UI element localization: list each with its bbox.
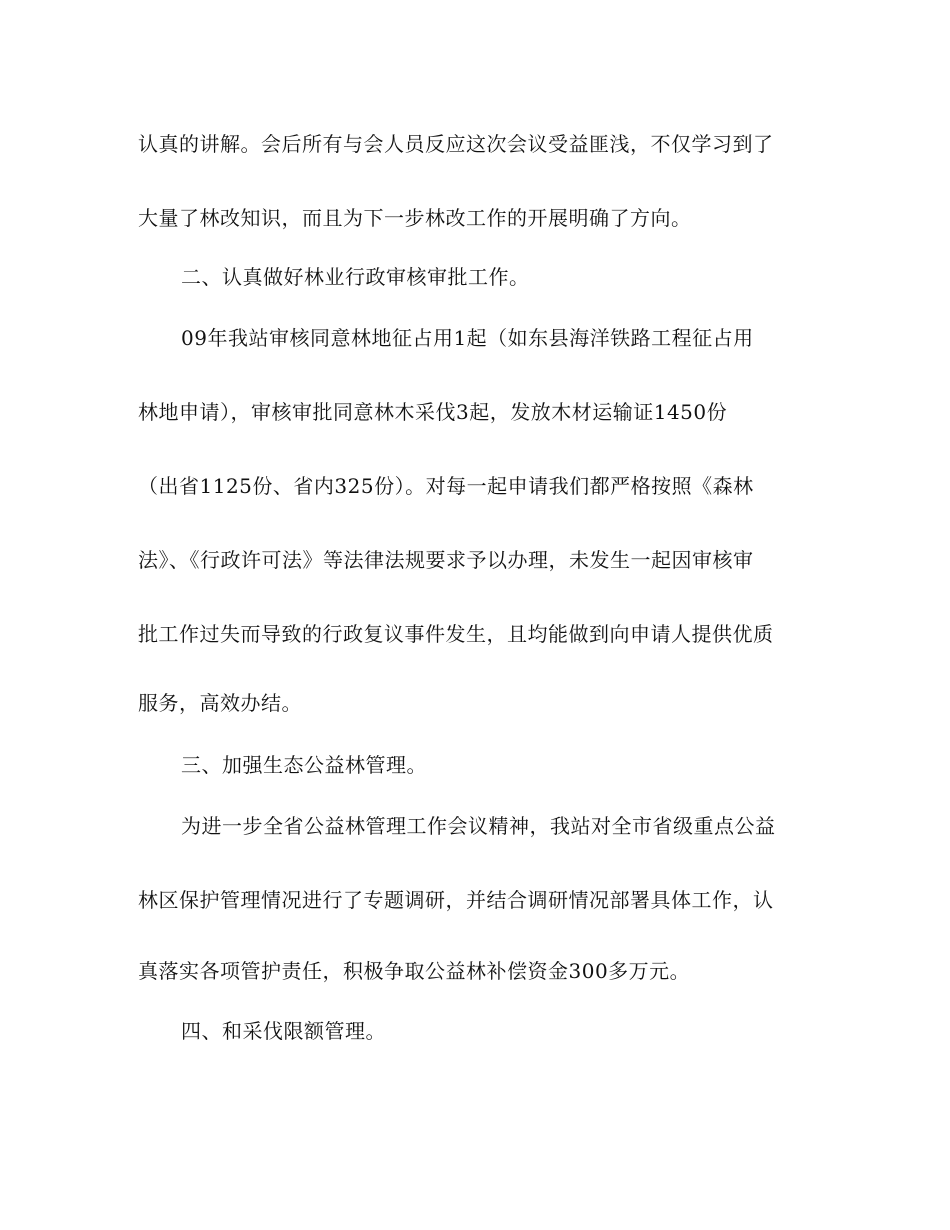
- section-heading-2: 二、认真做好林业行政审核审批工作。: [181, 265, 530, 289]
- section-heading-4: 四、和采伐限额管理。: [181, 1019, 386, 1043]
- paragraph-start-line: 09年我站审核同意林地征占用1起（如东县海洋铁路工程征占用: [181, 326, 754, 350]
- body-text-line: 服务，高效办结。: [138, 691, 302, 715]
- body-text-line: 大量了林改知识，而且为下一步林改工作的开展明确了方向。: [138, 206, 692, 230]
- body-text-line: 林地申请），审核审批同意林木采伐3起，发放木材运输证1450份: [138, 400, 728, 424]
- body-text-line: 林区保护管理情况进行了专题调研，并结合调研情况部署具体工作，认: [138, 888, 774, 912]
- body-text-line: 认真的讲解。会后所有与会人员反应这次会议受益匪浅，不仅学习到了: [138, 132, 774, 156]
- body-text-line: 批工作过失而导致的行政复议事件发生，且均能做到向申请人提供优质: [138, 622, 774, 646]
- paragraph-start-line: 为进一步全省公益林管理工作会议精神，我站对全市省级重点公益: [181, 814, 776, 838]
- section-heading-3: 三、加强生态公益林管理。: [181, 753, 427, 777]
- body-text-line: 法》、《行政许可法》等法律法规要求予以办理，未发生一起因审核审: [138, 548, 754, 572]
- body-text-line: （出省1125份、省内325份）。对每一起申请我们都严格按照《森林: [138, 474, 754, 498]
- body-text-line: 真落实各项管护责任，积极争取公益林补偿资金300多万元。: [138, 959, 691, 983]
